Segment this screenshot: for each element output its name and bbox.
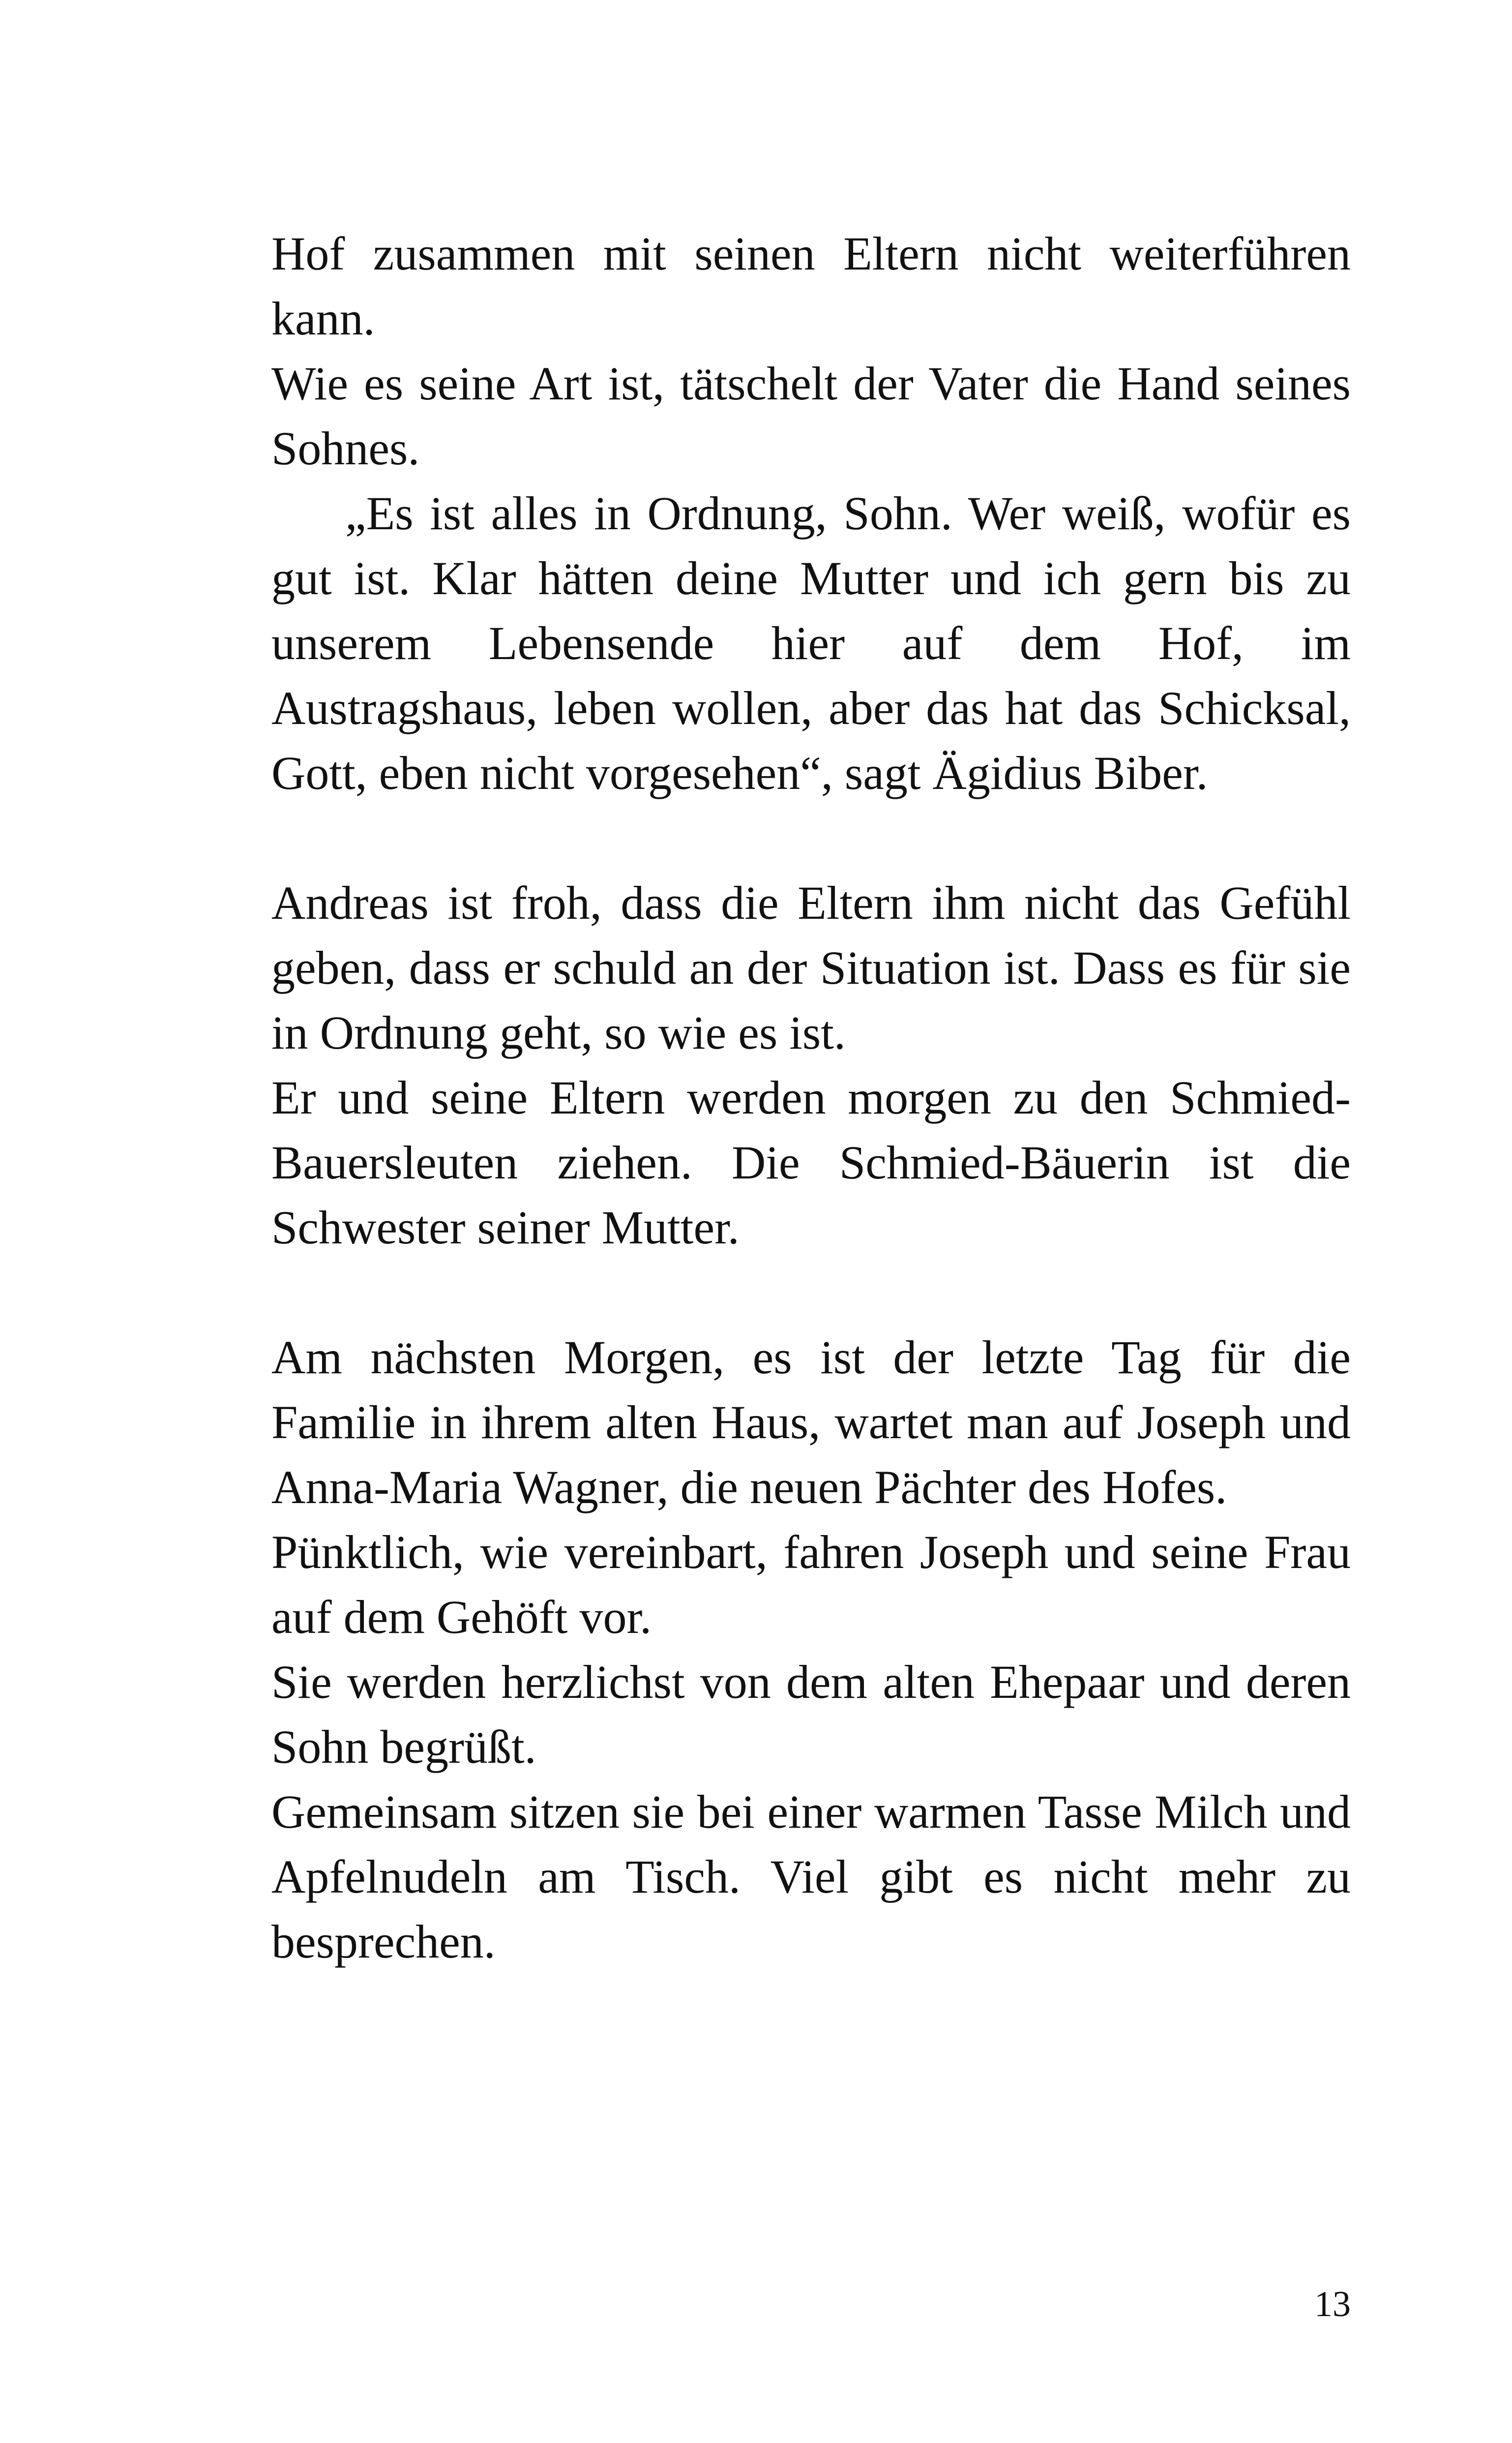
body-text (271, 221, 1351, 1974)
paragraph: Sie werden herzlichst von dem alten Ehepaar und deren Sohn begrüßt. (271, 1656, 1351, 1773)
paragraph: Hof zusammen mit seinen Eltern nicht weiterführen kann. (271, 227, 1351, 345)
paragraph: Gemeinsam sitzen sie bei einer warmen Tasse Milch und Apfelnudeln am Tisch. Viel gibt es nicht mehr zu besprechen. (271, 1785, 1351, 1968)
paragraph: Andreas ist froh, dass die Eltern ihm nicht das Gefühl geben, dass er schuld an der Situation ist. Dass es für sie in Ordnung geht, so wie es ist. (271, 876, 1351, 1059)
paragraph: Am nächsten Morgen, es ist der letzte Tag für die Familie in ihrem alten Haus, wartet man auf Joseph und Anna-Maria Wagner, die neuen Pächter des Hofes. (271, 1331, 1351, 1513)
paragraph: Wie es seine Art ist, tätschelt der Vater die Hand seines Sohnes. (271, 357, 1351, 475)
page-number: 13 (1314, 2284, 1351, 2324)
paragraph: Er und seine Eltern werden morgen zu den Schmied-Bauersleuten ziehen. Die Schmied-Bäuerin ist die Schwester seiner Mutter. (271, 1071, 1351, 1254)
paragraph: Pünktlich, wie vereinbart, fahren Joseph und seine Frau auf dem Gehöft vor. (271, 1526, 1351, 1643)
paragraph: „Es ist alles in Ordnung, Sohn. Wer weiß, wofür es gut ist. Klar hätten deine Mutter und ich gern bis zu unserem Lebensende hier auf dem Hof, im Austragshaus, leben wollen, aber das hat das Schicksal, Gott, eben nicht vorgesehen“, sagt Ägidius Biber. (271, 487, 1351, 799)
